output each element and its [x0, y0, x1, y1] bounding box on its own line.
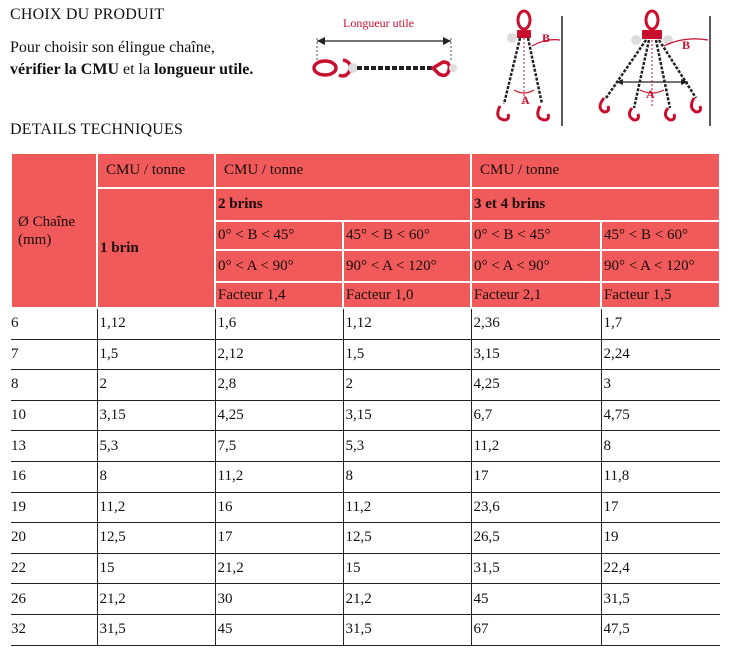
header-angle-a: 0° < A < 90°	[215, 250, 343, 282]
cell-cmu: 2	[343, 370, 471, 401]
cell-cmu: 8	[601, 431, 720, 462]
hook-right-icon	[538, 106, 549, 120]
angle-b-label: B	[682, 38, 691, 52]
hook-icon	[629, 108, 638, 120]
master-link-icon	[314, 61, 336, 75]
table-row	[11, 431, 720, 462]
table-row	[11, 339, 720, 370]
cell-cmu: 2,24	[601, 339, 720, 370]
cell-cmu: 11,2	[97, 492, 215, 523]
hook-icon	[665, 108, 674, 120]
header-angle-b: 45° < B < 60°	[601, 221, 720, 250]
angle-a-label: A	[646, 87, 655, 101]
table-row	[11, 400, 720, 431]
header-factor: Facteur 2,1	[471, 282, 601, 308]
cell-cmu: 22,4	[601, 553, 720, 584]
header-angle-a: 90° < A < 120°	[601, 250, 720, 282]
cell-cmu: 6,7	[471, 400, 601, 431]
cell-cmu: 2,36	[471, 308, 601, 339]
cell-cmu: 21,2	[215, 553, 343, 584]
table-row	[11, 614, 720, 645]
intro-line-2	[10, 59, 253, 81]
cell-cmu: 4,25	[215, 400, 343, 431]
cell-cmu: 47,5	[601, 614, 720, 645]
table-row	[11, 461, 720, 492]
arrow-left-icon	[317, 37, 325, 45]
useful-length-label: Longueur utile	[343, 16, 414, 30]
cell-cmu: 5,3	[343, 431, 471, 462]
cell-cmu: 1,12	[343, 308, 471, 339]
cell-cmu: 23,6	[471, 492, 601, 523]
cmu-table	[10, 152, 721, 646]
table-row	[11, 492, 720, 523]
cell-cmu: 1,6	[215, 308, 343, 339]
table-row	[11, 308, 720, 339]
cell-cmu: 8	[343, 461, 471, 492]
header-factor: Facteur 1,0	[343, 282, 471, 308]
cell-cmu: 19	[601, 523, 720, 554]
cell-cmu: 3,15	[97, 400, 215, 431]
cell-cmu: 4,25	[471, 370, 601, 401]
cell-diameter: 8	[11, 370, 97, 401]
header-angle-b: 45° < B < 60°	[343, 221, 471, 250]
cell-diameter: 32	[11, 614, 97, 645]
cell-cmu: 31,5	[97, 614, 215, 645]
cell-cmu: 12,5	[343, 523, 471, 554]
cell-diameter: 16	[11, 461, 97, 492]
cell-cmu: 31,5	[343, 614, 471, 645]
cell-diameter: 10	[11, 400, 97, 431]
arrow-right-icon	[443, 37, 451, 45]
cell-cmu: 11,2	[471, 431, 601, 462]
master-link-icon	[518, 11, 530, 29]
header-cmu-3: CMU / tonne	[471, 153, 720, 188]
cell-cmu: 3,15	[471, 339, 601, 370]
angle-b-label: B	[542, 31, 551, 45]
cell-diameter: 26	[11, 584, 97, 615]
cell-cmu: 21,2	[97, 584, 215, 615]
cell-cmu: 3	[601, 370, 720, 401]
cell-cmu: 11,8	[601, 461, 720, 492]
cell-cmu: 15	[343, 553, 471, 584]
useful-length-diagram	[305, 10, 460, 90]
cell-cmu: 17	[601, 492, 720, 523]
cell-cmu: 1,7	[601, 308, 720, 339]
cell-cmu: 7,5	[215, 431, 343, 462]
cell-cmu: 45	[215, 614, 343, 645]
intro-bold-length: longueur utile.	[154, 61, 254, 78]
header-angle-a: 0° < A < 90°	[471, 250, 601, 282]
cell-cmu: 17	[471, 461, 601, 492]
intro-line-1: Pour choisir son élingue chaîne,	[10, 39, 215, 56]
intro-text	[10, 37, 253, 81]
table-row	[11, 523, 720, 554]
intro-mid: et la	[119, 61, 155, 78]
header-factor: Facteur 1,5	[601, 282, 720, 308]
four-leg-sling-diagram	[596, 6, 721, 126]
cell-cmu: 30	[215, 584, 343, 615]
header-factor: Facteur 1,4	[215, 282, 343, 308]
cell-cmu: 16	[215, 492, 343, 523]
table-row	[11, 370, 720, 401]
cmu-table-header	[11, 153, 720, 308]
header-angle-b: 0° < B < 45°	[471, 221, 601, 250]
header-angle-b: 0° < B < 45°	[215, 221, 343, 250]
two-leg-sling-diagram	[488, 6, 568, 126]
table-row	[11, 553, 720, 584]
cell-cmu: 2,8	[215, 370, 343, 401]
cell-cmu: 4,75	[601, 400, 720, 431]
header-three-four-legs: 3 et 4 brins	[471, 188, 720, 221]
cell-cmu: 31,5	[601, 584, 720, 615]
cell-cmu: 26,5	[471, 523, 601, 554]
header-two-legs: 2 brins	[215, 188, 471, 221]
cell-diameter: 6	[11, 308, 97, 339]
cell-diameter: 19	[11, 492, 97, 523]
cell-cmu: 11,2	[343, 492, 471, 523]
cell-cmu: 31,5	[471, 553, 601, 584]
cell-cmu: 2,12	[215, 339, 343, 370]
cell-cmu: 1,5	[97, 339, 215, 370]
cell-cmu: 1,5	[343, 339, 471, 370]
cell-cmu: 11,2	[215, 461, 343, 492]
header-cmu-1: CMU / tonne	[97, 153, 215, 188]
cell-cmu: 8	[97, 461, 215, 492]
cell-cmu: 21,2	[343, 584, 471, 615]
cell-cmu: 1,12	[97, 308, 215, 339]
cell-cmu: 15	[97, 553, 215, 584]
header-angle-a: 90° < A < 120°	[343, 250, 471, 282]
cmu-table-body	[11, 308, 720, 645]
cell-cmu: 2	[97, 370, 215, 401]
cell-diameter: 22	[11, 553, 97, 584]
cell-cmu: 67	[471, 614, 601, 645]
cell-cmu: 3,15	[343, 400, 471, 431]
cell-diameter: 7	[11, 339, 97, 370]
header-cmu-2: CMU / tonne	[215, 153, 471, 188]
section-title-details: DETAILS TECHNIQUES	[10, 121, 184, 138]
angle-a-label: A	[521, 93, 530, 107]
hook-icon	[691, 98, 700, 112]
master-link-icon	[646, 11, 658, 29]
section-title-choice: CHOIX DU PRODUIT	[10, 6, 165, 23]
cell-diameter: 13	[11, 431, 97, 462]
header-one-leg: 1 brin	[97, 188, 215, 308]
hook-left-icon	[498, 106, 509, 120]
end-hook-icon	[433, 62, 449, 75]
table-row	[11, 584, 720, 615]
cell-diameter: 20	[11, 523, 97, 554]
header-diameter: Ø Chaîne (mm)	[11, 153, 97, 308]
cell-cmu: 5,3	[97, 431, 215, 462]
cell-cmu: 17	[215, 523, 343, 554]
intro-bold-cmu: vérifier la CMU	[10, 61, 119, 78]
hook-icon	[600, 98, 609, 112]
cell-cmu: 12,5	[97, 523, 215, 554]
cell-cmu: 45	[471, 584, 601, 615]
